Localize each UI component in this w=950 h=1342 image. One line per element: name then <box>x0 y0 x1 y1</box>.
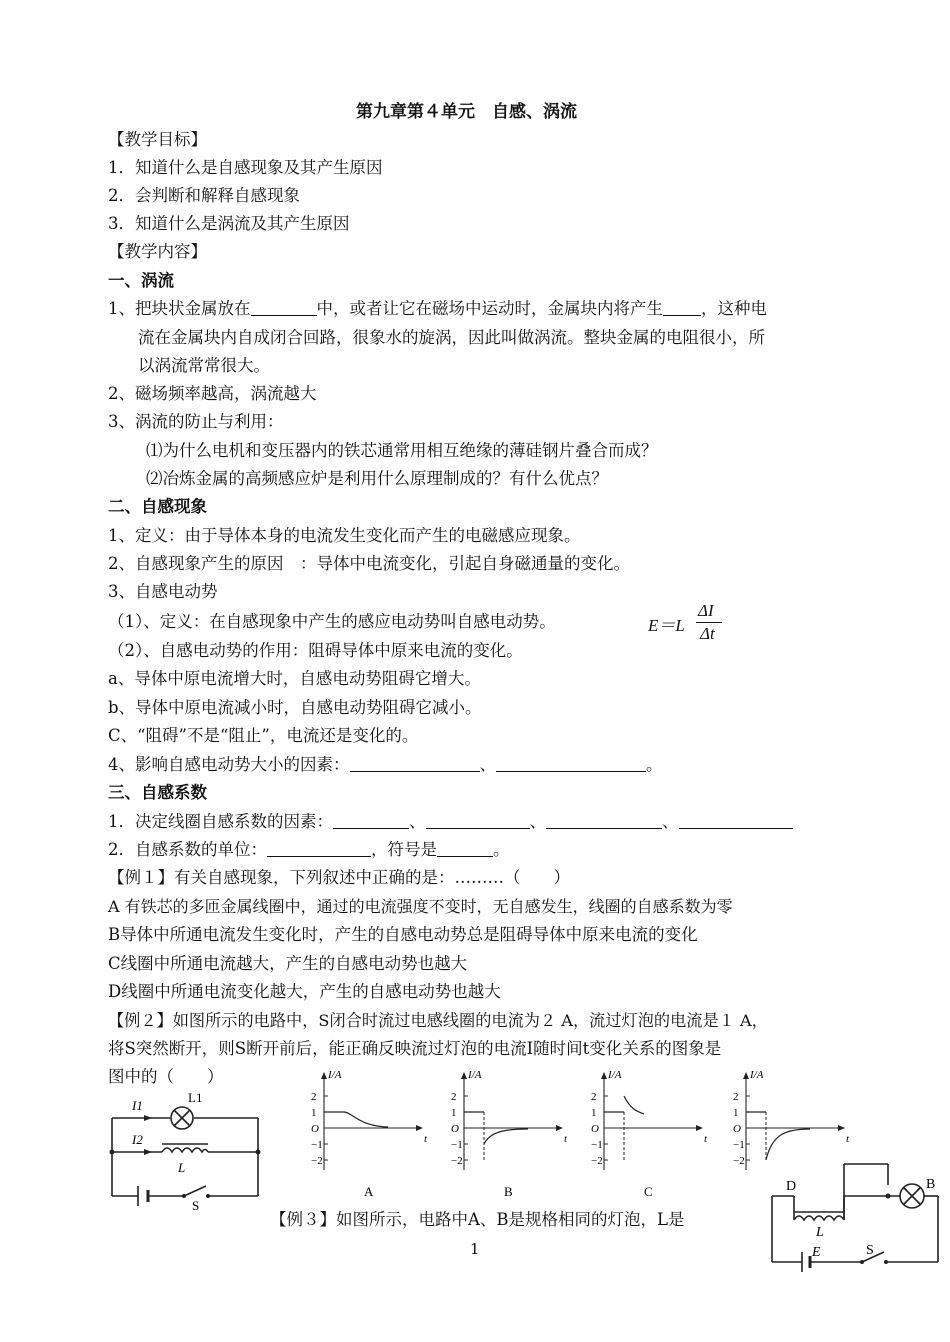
graph-curve <box>746 1112 810 1160</box>
axis-label-x: t <box>846 1133 850 1145</box>
paragraph: 1．决定线圈自感系数的因素： 、 、 、 <box>108 811 793 833</box>
option: A 有铁芯的多匝金属线圈中，通过的电流强度不变时，无自感发生，线圈的自感系数为零 <box>108 897 733 916</box>
x-axis-arrow <box>416 1125 423 1131</box>
tick-label: 2 <box>311 1091 317 1103</box>
tick-label: O <box>311 1123 319 1135</box>
graph-label: C <box>644 1184 653 1199</box>
tick-label: −1 <box>451 1139 463 1151</box>
tick-label: −1 <box>591 1139 603 1151</box>
section-heading: 三、自感系数 <box>108 783 207 802</box>
label-l: L <box>816 1225 824 1240</box>
tick-label: −1 <box>311 1139 323 1151</box>
paragraph: 1、定义：由于导体本身的电流发生变化而产生的电磁感应现象。 <box>108 526 581 545</box>
option: C线圈中所通电流越大，产生的自感电动势也越大 <box>108 954 468 973</box>
blank <box>350 756 480 772</box>
x-axis-arrow <box>838 1125 845 1131</box>
goal-item: 2．会判断和解释自感现象 <box>108 186 300 205</box>
paragraph: 以涡流常常很大。 <box>138 356 270 375</box>
label-d: D <box>786 1179 797 1194</box>
label-e: E <box>812 1245 821 1260</box>
blank <box>679 813 793 829</box>
tick-label: 1 <box>311 1107 317 1119</box>
current-label-i2: I2 <box>132 1132 143 1147</box>
tick-label: 2 <box>591 1091 597 1103</box>
fraction-bar <box>696 622 722 623</box>
graph-label: A <box>364 1184 374 1199</box>
paragraph: 2．自感系数的单位： ，符号是 。 <box>108 840 510 859</box>
paragraph: b、导体中原电流减小时，自感电动势阻碍它减小。 <box>108 698 482 717</box>
section-heading: 二、自感现象 <box>108 497 207 516</box>
axis-label-y: I/A <box>750 1070 764 1081</box>
goals-heading: 【教学目标】 <box>108 130 207 149</box>
blank <box>546 813 662 829</box>
formula-numerator: ΔI <box>698 601 714 620</box>
lamp-label: L1 <box>188 1090 203 1105</box>
blank <box>426 813 530 829</box>
label-s: S <box>866 1243 874 1258</box>
paragraph: C、“阻碍”不是“阻止”，电流还是变化的。 <box>108 726 419 745</box>
blank <box>663 300 701 316</box>
tick-label: −2 <box>311 1155 323 1167</box>
axis-label-x: t <box>564 1133 568 1145</box>
example-stem: 【例３】如图所示，电路中A、B是规格相同的灯泡，L是 <box>270 1210 685 1229</box>
graph-curve <box>604 1096 644 1114</box>
goal-item: 1．知道什么是自感现象及其产生原因 <box>108 158 383 177</box>
y-axis-arrow <box>601 1072 607 1079</box>
inductor-label: L <box>178 1160 186 1175</box>
tick-label: 2 <box>451 1091 457 1103</box>
question: ⑴为什么电机和变压器内的铁芯通常用相互绝缘的薄硅钢片叠合而成？ <box>146 441 658 460</box>
tick-label: −2 <box>733 1155 745 1167</box>
axis-label-x: t <box>704 1133 708 1145</box>
paragraph: （1）、定义：在自感现象中产生的感应电动势叫自感电动势。 <box>108 612 556 631</box>
question: ⑵冶炼金属的高频感应炉是利用什么原理制成的？有什么优点？ <box>146 469 608 488</box>
label-b: B <box>926 1177 936 1192</box>
y-axis-arrow <box>461 1072 467 1079</box>
graph-label: B <box>504 1184 513 1199</box>
circuit-diagram-1 <box>100 1088 270 1213</box>
page-number: 1 <box>470 1240 480 1258</box>
tick-label: 2 <box>733 1091 739 1103</box>
tick-label: 1 <box>451 1107 457 1119</box>
paragraph: 3、自感电动势 <box>108 582 218 601</box>
circuit-diagram-2 <box>742 1160 948 1275</box>
formula-lhs: E＝L <box>648 616 685 635</box>
tick-label: O <box>733 1123 741 1135</box>
tick-label: −2 <box>451 1155 463 1167</box>
y-axis-arrow <box>321 1072 327 1079</box>
example-stem: 将S突然断开，则S断开前后，能正确反映流过灯泡的电流I随时间t变化关系的图象是 <box>108 1039 722 1058</box>
x-axis-arrow <box>556 1125 563 1131</box>
paragraph: 3、涡流的防止与利用： <box>108 412 284 431</box>
tick-label: 1 <box>733 1107 739 1119</box>
example-stem: 【例１】有关自感现象，下列叙述中正确的是：………（ ） <box>108 868 570 887</box>
tick-label: O <box>591 1123 599 1135</box>
blank <box>437 841 493 857</box>
paragraph: （2）、自感电动势的作用：阻碍导体中原来电流的变化。 <box>108 641 523 660</box>
tick-label: −1 <box>733 1139 745 1151</box>
option: B导体中所通电流发生变化时，产生的自感电动势总是阻碍导体中原来电流的变化 <box>108 925 698 944</box>
blank <box>333 813 409 829</box>
formula-denominator: Δt <box>700 624 715 643</box>
tick-label: −2 <box>591 1155 603 1167</box>
tick-label: 1 <box>591 1107 597 1119</box>
switch-label: S <box>192 1198 200 1213</box>
content-heading: 【教学内容】 <box>108 242 207 261</box>
current-label-i1: I1 <box>132 1098 143 1113</box>
blank <box>496 756 646 772</box>
page-title: 第九章第４单元 自感、涡流 <box>356 102 577 122</box>
paragraph: 2、自感现象产生的原因 ：导体中电流变化，引起自身磁通量的变化。 <box>108 554 630 573</box>
axis-label-y: I/A <box>608 1070 622 1081</box>
tick-label: O <box>451 1123 459 1135</box>
axis-label-y: I/A <box>468 1070 482 1081</box>
option: D线圈中所通电流变化越大，产生的自感电动势也越大 <box>108 982 501 1001</box>
axis-label-y: I/A <box>328 1070 342 1081</box>
blank <box>267 841 371 857</box>
section-heading: 一、涡流 <box>108 271 174 290</box>
paragraph: 1、把块状金属放在 中，或者让它在磁场中运动时，金属块内将产生 ，这种电 <box>108 299 767 318</box>
paragraph: 流在金属块内自成闭合回路，很象水的旋涡，因此叫做涡流。整块金属的电阻很小，所 <box>138 328 765 347</box>
paragraph: 4、影响自感电动势大小的因素： 、 。 <box>108 755 663 774</box>
goal-item: 3．知道什么是涡流及其产生原因 <box>108 214 350 233</box>
y-axis-arrow <box>743 1072 749 1079</box>
blank <box>251 300 317 316</box>
paragraph: 2、磁场频率越高，涡流越大 <box>108 384 317 403</box>
paragraph: a、导体中原电流增大时，自感电动势阻碍它增大。 <box>108 669 481 688</box>
graph-curve <box>324 1112 388 1127</box>
axis-label-x: t <box>424 1133 428 1145</box>
example-stem: 图中的（ ） <box>108 1067 224 1086</box>
x-axis-arrow <box>696 1125 703 1131</box>
example-stem: 【例２】如图所示的电路中，S闭合时流过电感线圈的电流为２ A，流过灯泡的电流是１ A， <box>108 1011 768 1030</box>
